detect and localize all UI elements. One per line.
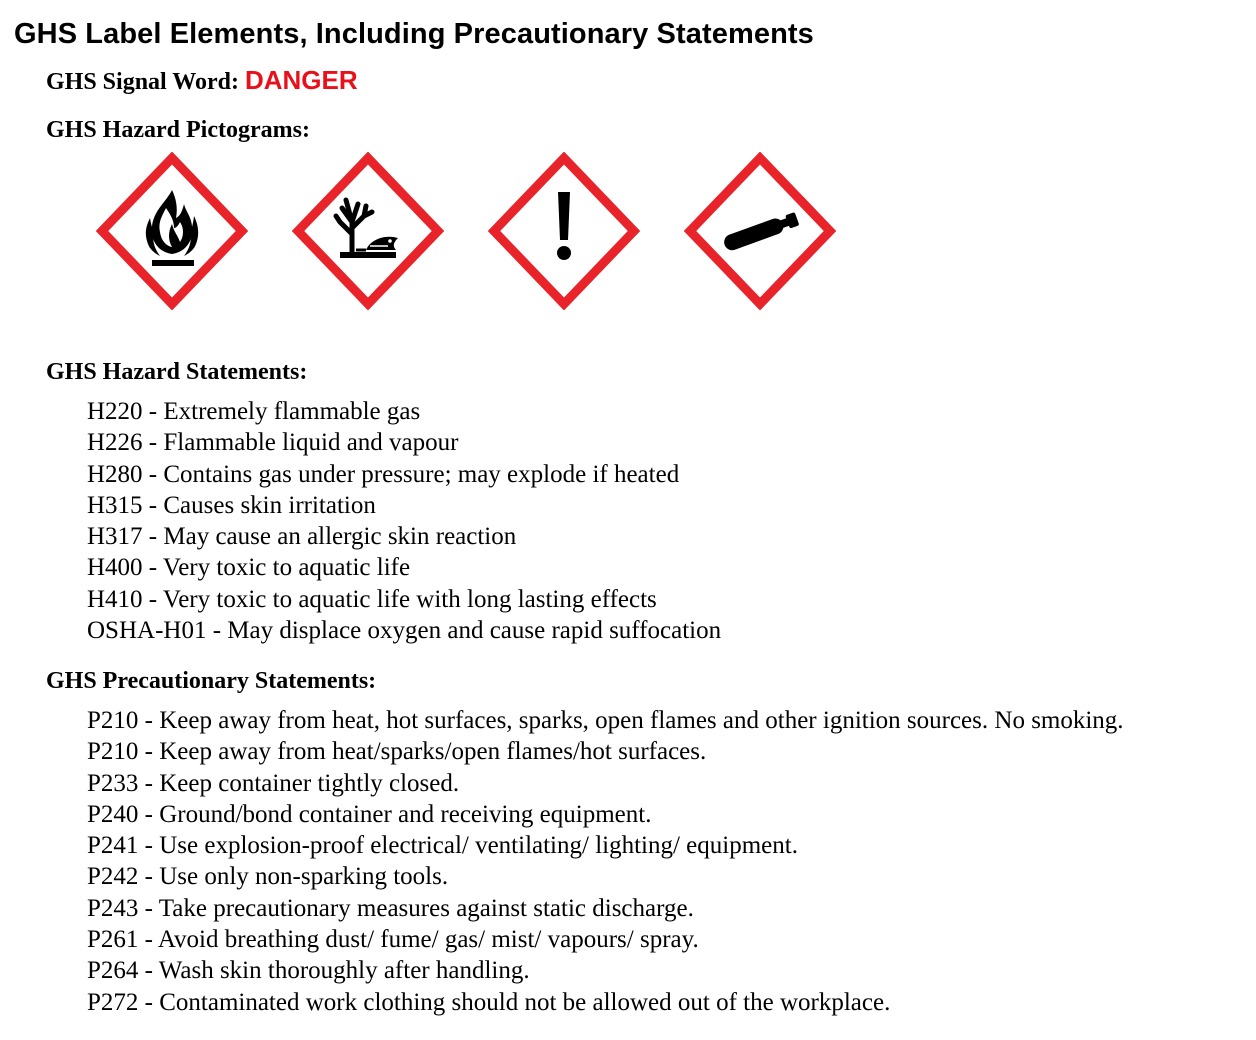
precautionary-statement: P264 - Wash skin thoroughly after handling.	[87, 957, 530, 985]
precautionary-statement: P242 - Use only non-sparking tools.	[87, 863, 449, 891]
precautionary-statement: P240 - Ground/bond container and receiving equipment.	[87, 800, 652, 828]
exclamation-mark-icon	[488, 152, 640, 310]
hazard-statement: H220 - Extremely flammable gas	[87, 398, 421, 425]
hazard-statement: H400 - Very toxic to aquatic life	[87, 554, 411, 582]
environment-icon	[292, 152, 444, 310]
precautionary-heading: GHS Precautionary Statements:	[46, 668, 377, 694]
signal-word-line	[46, 65, 358, 97]
signal-word-value: DANGER	[244, 65, 358, 95]
flame-icon	[96, 152, 248, 310]
precautionary-statement-list	[87, 705, 1124, 1018]
signal-word-label: GHS Signal Word:	[46, 69, 239, 95]
precautionary-statement: P233 - Keep container tightly closed.	[87, 769, 460, 797]
precautionary-statement: P210 - Keep away from heat/sparks/open flames/hot surfaces.	[87, 738, 707, 766]
hazard-statement-list	[87, 396, 721, 646]
hazard-statement: H280 - Contains gas under pressure; may explode if heated	[87, 460, 680, 488]
hazard-statement: H226 - Flammable liquid and vapour	[87, 429, 459, 457]
pictograms-heading: GHS Hazard Pictograms:	[46, 117, 310, 143]
hazard-statement: H317 - May cause an allergic skin reaction	[87, 523, 517, 551]
precautionary-statement: P243 - Take precautionary measures against static discharge.	[87, 894, 694, 922]
hazard-statement: H315 - Causes skin irritation	[87, 491, 376, 519]
hazard-statement: OSHA-H01 - May displace oxygen and cause rapid suffocation	[87, 617, 722, 645]
page-title: GHS Label Elements, Including Precautionary Statements	[14, 18, 814, 50]
hazard-statement: H410 - Very toxic to aquatic life with long lasting effects	[87, 585, 657, 613]
precautionary-statement: P272 - Contaminated work clothing should not be allowed out of the workplace.	[87, 988, 891, 1016]
precautionary-statement: P241 - Use explosion-proof electrical/ ventilating/ lighting/ equipment.	[87, 832, 798, 860]
precautionary-statement: P261 - Avoid breathing dust/ fume/ gas/ mist/ vapours/ spray.	[87, 926, 699, 954]
precautionary-statement: P210 - Keep away from heat, hot surfaces, sparks, open flames and other ignition sources. No smoking.	[87, 707, 1124, 734]
hazard-heading: GHS Hazard Statements:	[46, 359, 308, 385]
gas-cylinder-icon	[684, 152, 836, 310]
